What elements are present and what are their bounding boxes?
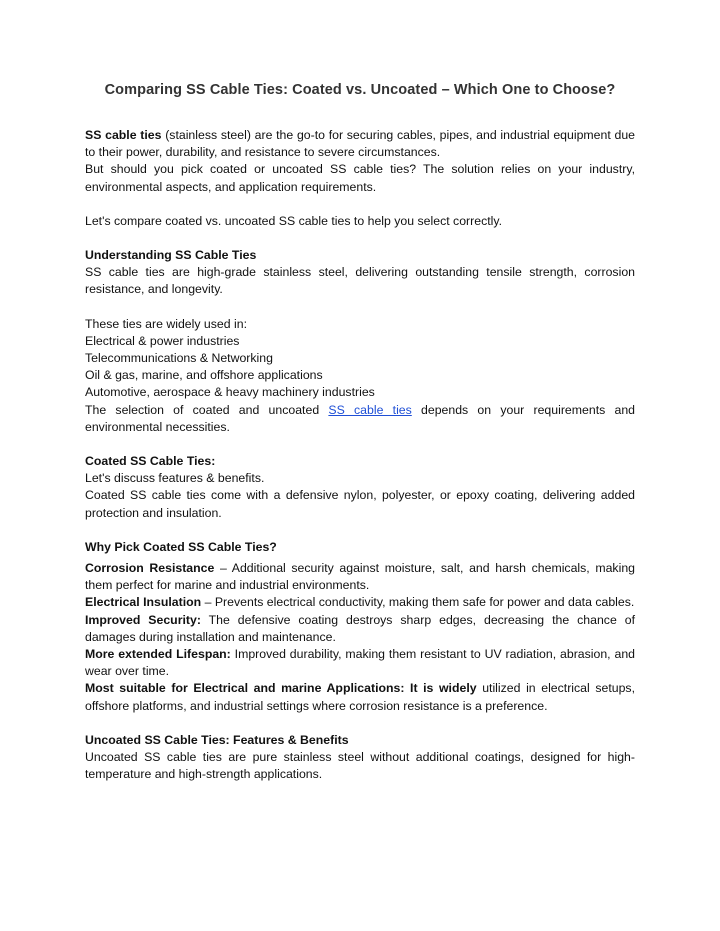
use-item: Oil & gas, marine, and offshore applications <box>85 368 323 383</box>
coated-intro: Let's discuss features & benefits. <box>85 471 265 486</box>
ss-cable-ties-link[interactable]: SS cable ties <box>328 402 412 417</box>
understanding-text: SS cable ties are high-grade stainless steel, delivering outstanding tensile strength, corrosion resistance, and longevity. <box>85 265 635 297</box>
used-in-label: These ties are widely used in: <box>85 316 247 331</box>
use-item: Electrical & power industries <box>85 333 240 348</box>
why-item-label: Improved Security: <box>85 612 201 627</box>
why-item <box>85 646 635 680</box>
selection-text-after: depends on your requirements and environmental necessities. <box>85 402 635 434</box>
understanding-heading: Understanding SS Cable Ties <box>85 248 257 263</box>
why-item <box>85 680 635 714</box>
uncoated-heading: Uncoated SS Cable Ties: Features & Benefits <box>85 732 349 747</box>
why-item-text: The defensive coating destroys sharp edges, decreasing the chance of damages during installation and maintenance. <box>85 612 635 644</box>
coated-heading: Coated SS Cable Ties: <box>85 454 216 469</box>
why-item-label: Electrical Insulation <box>85 595 202 610</box>
uncoated-text: Uncoated SS cable ties are pure stainless steel without additional coatings, designed for high-temperature and high-strength applications. <box>85 750 635 782</box>
why-item-label: Most suitable for Electrical and marine Applications: It is widely <box>85 681 477 696</box>
why-item-label: More extended Lifespan: <box>85 647 231 662</box>
intro-paragraph <box>85 127 635 161</box>
why-item-label: Corrosion Resistance <box>85 561 215 576</box>
why-item-text: – Additional security against moisture, salt, and harsh chemicals, making them perfect for marine and industrial environments. <box>85 561 635 593</box>
document-title: Comparing SS Cable Ties: Coated vs. Uncoated – Which One to Choose? <box>104 82 616 98</box>
document-page <box>85 82 635 784</box>
selection-text-before: The selection of coated and uncoated <box>85 402 329 417</box>
intro-lead-text: (stainless steel) are the go-to for securing cables, pipes, and industrial equipment due to their power, durability, and resistance to severe circumstances. <box>85 128 636 160</box>
selection-paragraph <box>85 402 635 436</box>
why-item-text: – Prevents electrical conductivity, making them safe for power and data cables. <box>201 595 635 610</box>
use-item: Telecommunications & Networking <box>85 351 273 366</box>
intro-question: But should you pick coated or uncoated SS cable ties? The solution relies on your industry, environmental aspects, and application requirements. <box>85 162 635 194</box>
intro-lead-bold: SS cable ties <box>85 128 162 142</box>
why-item <box>85 612 635 646</box>
why-item-text: Improved durability, making them resistant to UV radiation, abrasion, and wear over time. <box>85 647 635 679</box>
why-heading: Why Pick Coated SS Cable Ties? <box>85 539 277 554</box>
use-item: Automotive, aerospace & heavy machinery industries <box>85 385 375 400</box>
why-item-text: utilized in electrical setups, offshore platforms, and industrial settings where corrosion resistance is a preference. <box>85 681 636 713</box>
why-item <box>85 594 635 611</box>
intro-compare: Let's compare coated vs. uncoated SS cable ties to help you select correctly. <box>85 213 503 228</box>
why-item <box>85 560 635 594</box>
coated-text: Coated SS cable ties come with a defensive nylon, polyester, or epoxy coating, delivering added protection and insulation. <box>85 488 635 520</box>
